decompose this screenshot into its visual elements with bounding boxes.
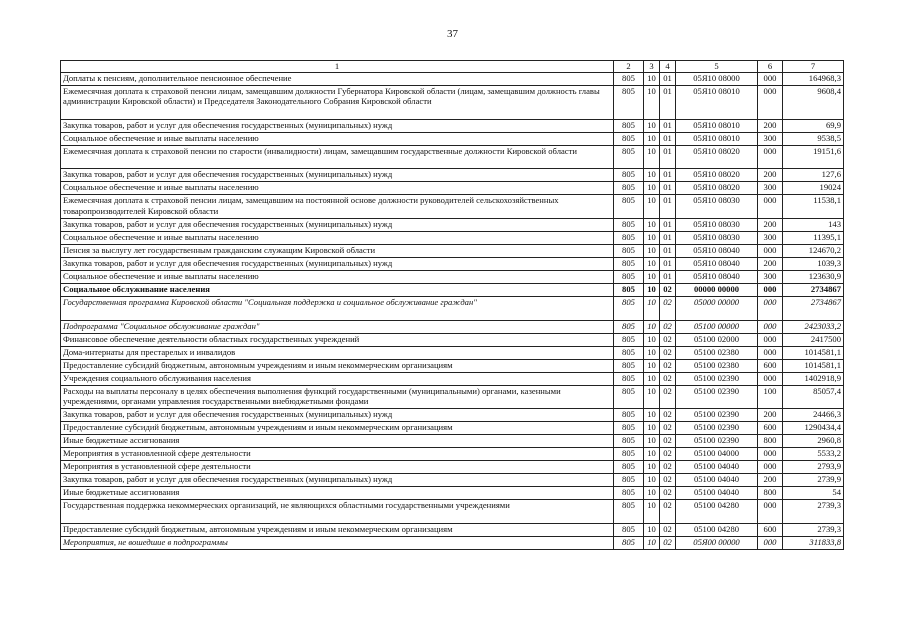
cell-expense-type: 200 [758,218,783,231]
cell-amount: 1290434,4 [783,422,844,435]
cell-code-admin: 805 [614,500,644,524]
cell-section: 10 [644,422,660,435]
cell-section: 10 [644,195,660,219]
cell-code-admin: 805 [614,461,644,474]
cell-name: Закупка товаров, работ и услуг для обеспечения государственных (муниципальных) нужд [61,119,614,132]
cell-amount: 2739,9 [783,474,844,487]
table-row [61,474,844,487]
cell-name: Социальное обслуживание населения [61,283,614,296]
cell-section: 10 [644,474,660,487]
cell-target-article: 05Я10 08030 [676,218,758,231]
cell-code-admin: 805 [614,359,644,372]
cell-name: Мероприятия в установленной сфере деятельности [61,461,614,474]
cell-amount: 24466,3 [783,409,844,422]
cell-amount: 124670,2 [783,244,844,257]
cell-expense-type: 200 [758,474,783,487]
cell-amount: 1402918,9 [783,372,844,385]
cell-expense-type: 000 [758,500,783,524]
cell-amount: 19024 [783,182,844,195]
cell-name: Предоставление субсидий бюджетным, автономным учреждениям и иным некоммерческим организациям [61,523,614,536]
cell-expense-type: 000 [758,85,783,119]
cell-amount: 54 [783,487,844,500]
cell-target-article: 05100 02380 [676,359,758,372]
cell-amount: 9538,5 [783,132,844,145]
cell-subsection: 02 [660,346,676,359]
header-col-4: 4 [660,61,676,73]
cell-section: 10 [644,244,660,257]
cell-amount: 1039,3 [783,257,844,270]
cell-target-article: 00000 00000 [676,283,758,296]
cell-section: 10 [644,182,660,195]
cell-name: Учреждения социального обслуживания населения [61,372,614,385]
table-row [61,487,844,500]
table-row [61,244,844,257]
cell-target-article: 05Я00 00000 [676,536,758,549]
header-col-3: 3 [644,61,660,73]
cell-code-admin: 805 [614,119,644,132]
cell-target-article: 05Я10 08020 [676,145,758,169]
table-row [61,283,844,296]
cell-name: Ежемесячная доплата к страховой пенсии лицам, замещавшим на постоянной основе должности руководителей сельскохозяйственных товаропроизводителей Кировской области [61,195,614,219]
cell-name: Государственная поддержка некоммерческих организаций, не являющихся областными государственными учреждениями [61,500,614,524]
cell-subsection: 02 [660,372,676,385]
cell-name: Ежемесячная доплата к страховой пенсии лицам, замещавшим должности Губернатора Кировской области (лицам, замещавшим должность главы администрации Кировской области) и Председателя Законодательного Собрания Кировской области [61,85,614,119]
cell-subsection: 02 [660,500,676,524]
table-row [61,182,844,195]
cell-name: Иные бюджетные ассигнования [61,487,614,500]
table-row [61,132,844,145]
cell-name: Закупка товаров, работ и услуг для обеспечения государственных (муниципальных) нужд [61,257,614,270]
table-row [61,270,844,283]
cell-target-article: 05000 00000 [676,296,758,320]
cell-code-admin: 805 [614,409,644,422]
table-row [61,72,844,85]
cell-section: 10 [644,448,660,461]
cell-code-admin: 805 [614,487,644,500]
cell-name: Расходы на выплаты персоналу в целях обеспечения выполнения функций государственными (муниципальными) органами, казенными учреждениями, органами управления государственными внебюджетными фондами [61,385,614,409]
cell-target-article: 05Я10 08030 [676,231,758,244]
cell-expense-type: 000 [758,346,783,359]
cell-target-article: 05Я10 08020 [676,169,758,182]
cell-section: 10 [644,296,660,320]
table-row [61,435,844,448]
cell-subsection: 02 [660,283,676,296]
table-row [61,257,844,270]
cell-amount: 5533,2 [783,448,844,461]
cell-target-article: 05Я10 08040 [676,270,758,283]
table-row [61,385,844,409]
cell-target-article: 05100 02390 [676,385,758,409]
cell-section: 10 [644,85,660,119]
cell-expense-type: 000 [758,283,783,296]
cell-target-article: 05Я10 08040 [676,257,758,270]
cell-expense-type: 000 [758,320,783,333]
cell-code-admin: 805 [614,523,644,536]
cell-amount: 127,6 [783,169,844,182]
table-row [61,169,844,182]
cell-expense-type: 000 [758,145,783,169]
table-row [61,195,844,219]
cell-name: Доплаты к пенсиям, дополнительное пенсионное обеспечение [61,72,614,85]
cell-amount: 164968,3 [783,72,844,85]
cell-target-article: 05100 02380 [676,346,758,359]
cell-expense-type: 200 [758,257,783,270]
cell-section: 10 [644,461,660,474]
cell-code-admin: 805 [614,72,644,85]
cell-section: 10 [644,72,660,85]
cell-code-admin: 805 [614,536,644,549]
cell-code-admin: 805 [614,474,644,487]
cell-target-article: 05Я10 08040 [676,244,758,257]
cell-section: 10 [644,385,660,409]
cell-section: 10 [644,169,660,182]
table-row [61,218,844,231]
cell-section: 10 [644,346,660,359]
table-row [61,500,844,524]
cell-section: 10 [644,132,660,145]
cell-subsection: 01 [660,119,676,132]
cell-name: Социальное обеспечение и иные выплаты населению [61,231,614,244]
cell-code-admin: 805 [614,296,644,320]
cell-target-article: 05100 04040 [676,461,758,474]
cell-code-admin: 805 [614,346,644,359]
cell-subsection: 02 [660,523,676,536]
cell-expense-type: 300 [758,132,783,145]
cell-name: Дома-интернаты для престарелых и инвалидов [61,346,614,359]
cell-subsection: 02 [660,461,676,474]
cell-target-article: 05100 04280 [676,523,758,536]
cell-subsection: 02 [660,296,676,320]
cell-section: 10 [644,320,660,333]
cell-target-article: 05Я10 08020 [676,182,758,195]
cell-amount: 69,9 [783,119,844,132]
table-body [61,72,844,549]
cell-section: 10 [644,487,660,500]
cell-section: 10 [644,283,660,296]
cell-name: Государственная программа Кировской области "Социальная поддержка и социальное обслуживание граждан" [61,296,614,320]
cell-section: 10 [644,523,660,536]
cell-target-article: 05Я10 08000 [676,72,758,85]
cell-expense-type: 000 [758,448,783,461]
cell-target-article: 05100 04040 [676,474,758,487]
cell-name: Иные бюджетные ассигнования [61,435,614,448]
cell-amount: 1014581,1 [783,346,844,359]
cell-name: Предоставление субсидий бюджетным, автономным учреждениям и иным некоммерческим организациям [61,359,614,372]
cell-code-admin: 805 [614,422,644,435]
table-row [61,231,844,244]
cell-subsection: 01 [660,72,676,85]
cell-subsection: 01 [660,132,676,145]
cell-target-article: 05100 02390 [676,372,758,385]
cell-expense-type: 600 [758,523,783,536]
cell-subsection: 02 [660,333,676,346]
cell-target-article: 05100 02390 [676,422,758,435]
cell-code-admin: 805 [614,372,644,385]
cell-subsection: 01 [660,231,676,244]
cell-name: Социальное обеспечение и иные выплаты населению [61,132,614,145]
cell-expense-type: 800 [758,487,783,500]
cell-amount: 11538,1 [783,195,844,219]
cell-subsection: 01 [660,244,676,257]
cell-section: 10 [644,372,660,385]
cell-section: 10 [644,145,660,169]
cell-subsection: 02 [660,487,676,500]
cell-amount: 2734867 [783,296,844,320]
cell-amount: 11395,1 [783,231,844,244]
cell-subsection: 01 [660,257,676,270]
cell-code-admin: 805 [614,333,644,346]
cell-name: Закупка товаров, работ и услуг для обеспечения государственных (муниципальных) нужд [61,474,614,487]
cell-code-admin: 805 [614,385,644,409]
cell-name: Закупка товаров, работ и услуг для обеспечения государственных (муниципальных) нужд [61,409,614,422]
cell-expense-type: 000 [758,536,783,549]
cell-amount: 1014581,1 [783,359,844,372]
cell-target-article: 05100 00000 [676,320,758,333]
cell-target-article: 05100 02390 [676,409,758,422]
cell-expense-type: 200 [758,409,783,422]
cell-amount: 123630,9 [783,270,844,283]
cell-subsection: 02 [660,385,676,409]
cell-section: 10 [644,257,660,270]
table-row [61,119,844,132]
cell-expense-type: 300 [758,182,783,195]
cell-code-admin: 805 [614,270,644,283]
cell-target-article: 05Я10 08010 [676,85,758,119]
cell-target-article: 05Я10 08010 [676,119,758,132]
cell-subsection: 02 [660,435,676,448]
cell-expense-type: 600 [758,359,783,372]
cell-section: 10 [644,218,660,231]
cell-section: 10 [644,119,660,132]
cell-amount: 2423033,2 [783,320,844,333]
cell-subsection: 01 [660,182,676,195]
cell-amount: 2417500 [783,333,844,346]
table-row [61,461,844,474]
cell-name: Финансовое обеспечение деятельности областных государственных учреждений [61,333,614,346]
cell-amount: 85057,4 [783,385,844,409]
cell-subsection: 01 [660,145,676,169]
cell-expense-type: 200 [758,119,783,132]
cell-amount: 9608,4 [783,85,844,119]
table-row [61,448,844,461]
table-row [61,296,844,320]
table-row [61,333,844,346]
header-col-5: 5 [676,61,758,73]
cell-section: 10 [644,359,660,372]
cell-section: 10 [644,435,660,448]
cell-target-article: 05100 02390 [676,435,758,448]
cell-name: Мероприятия, не вошедшие в подпрограммы [61,536,614,549]
cell-subsection: 02 [660,409,676,422]
cell-subsection: 02 [660,320,676,333]
cell-code-admin: 805 [614,320,644,333]
cell-subsection: 01 [660,218,676,231]
cell-expense-type: 000 [758,296,783,320]
cell-code-admin: 805 [614,231,644,244]
cell-expense-type: 300 [758,231,783,244]
cell-amount: 311833,8 [783,536,844,549]
table-row [61,372,844,385]
cell-expense-type: 000 [758,244,783,257]
table-row [61,409,844,422]
cell-section: 10 [644,500,660,524]
cell-name: Социальное обеспечение и иные выплаты населению [61,182,614,195]
cell-expense-type: 600 [758,422,783,435]
cell-expense-type: 000 [758,372,783,385]
cell-amount: 2960,8 [783,435,844,448]
cell-name: Пенсия за выслугу лет государственным гражданским служащим Кировской области [61,244,614,257]
header-col-7: 7 [783,61,844,73]
cell-amount: 143 [783,218,844,231]
cell-subsection: 02 [660,536,676,549]
cell-name: Ежемесячная доплата к страховой пенсии по старости (инвалидности) лицам, замещавшим государственные должности Кировской области [61,145,614,169]
header-col-6: 6 [758,61,783,73]
table-row [61,359,844,372]
cell-name: Предоставление субсидий бюджетным, автономным учреждениям и иным некоммерческим организациям [61,422,614,435]
cell-section: 10 [644,536,660,549]
cell-target-article: 05100 02000 [676,333,758,346]
cell-subsection: 02 [660,422,676,435]
cell-code-admin: 805 [614,145,644,169]
table-row [61,320,844,333]
cell-code-admin: 805 [614,182,644,195]
cell-section: 10 [644,333,660,346]
cell-name: Подпрограмма "Социальное обслуживание граждан" [61,320,614,333]
cell-section: 10 [644,231,660,244]
cell-target-article: 05Я10 08030 [676,195,758,219]
cell-name: Закупка товаров, работ и услуг для обеспечения государственных (муниципальных) нужд [61,169,614,182]
table-row [61,536,844,549]
cell-name: Мероприятия в установленной сфере деятельности [61,448,614,461]
table-row [61,523,844,536]
table-row [61,346,844,359]
cell-subsection: 01 [660,270,676,283]
cell-code-admin: 805 [614,85,644,119]
cell-amount: 2739,3 [783,500,844,524]
cell-subsection: 01 [660,169,676,182]
cell-name: Социальное обеспечение и иные выплаты населению [61,270,614,283]
cell-code-admin: 805 [614,448,644,461]
table-row [61,422,844,435]
cell-expense-type: 100 [758,385,783,409]
cell-code-admin: 805 [614,244,644,257]
cell-section: 10 [644,270,660,283]
cell-subsection: 02 [660,448,676,461]
cell-expense-type: 000 [758,333,783,346]
cell-section: 10 [644,409,660,422]
cell-code-admin: 805 [614,257,644,270]
page-number: 37 [447,28,458,40]
cell-amount: 2793,9 [783,461,844,474]
table-row [61,85,844,119]
cell-target-article: 05100 04000 [676,448,758,461]
cell-amount: 2734867 [783,283,844,296]
budget-table [60,60,844,550]
cell-code-admin: 805 [614,283,644,296]
cell-amount: 19151,6 [783,145,844,169]
header-row [61,61,844,73]
cell-subsection: 01 [660,85,676,119]
cell-amount: 2739,3 [783,523,844,536]
cell-name: Закупка товаров, работ и услуг для обеспечения государственных (муниципальных) нужд [61,218,614,231]
cell-code-admin: 805 [614,218,644,231]
cell-target-article: 05100 04040 [676,487,758,500]
header-col-2: 2 [614,61,644,73]
cell-subsection: 02 [660,359,676,372]
table-row [61,145,844,169]
cell-target-article: 05Я10 08010 [676,132,758,145]
cell-expense-type: 300 [758,270,783,283]
cell-expense-type: 000 [758,72,783,85]
cell-code-admin: 805 [614,132,644,145]
cell-code-admin: 805 [614,435,644,448]
cell-expense-type: 000 [758,195,783,219]
cell-subsection: 01 [660,195,676,219]
cell-expense-type: 800 [758,435,783,448]
cell-subsection: 02 [660,474,676,487]
cell-code-admin: 805 [614,195,644,219]
cell-code-admin: 805 [614,169,644,182]
cell-target-article: 05100 04280 [676,500,758,524]
header-col-1: 1 [61,61,614,73]
cell-expense-type: 000 [758,461,783,474]
cell-expense-type: 200 [758,169,783,182]
